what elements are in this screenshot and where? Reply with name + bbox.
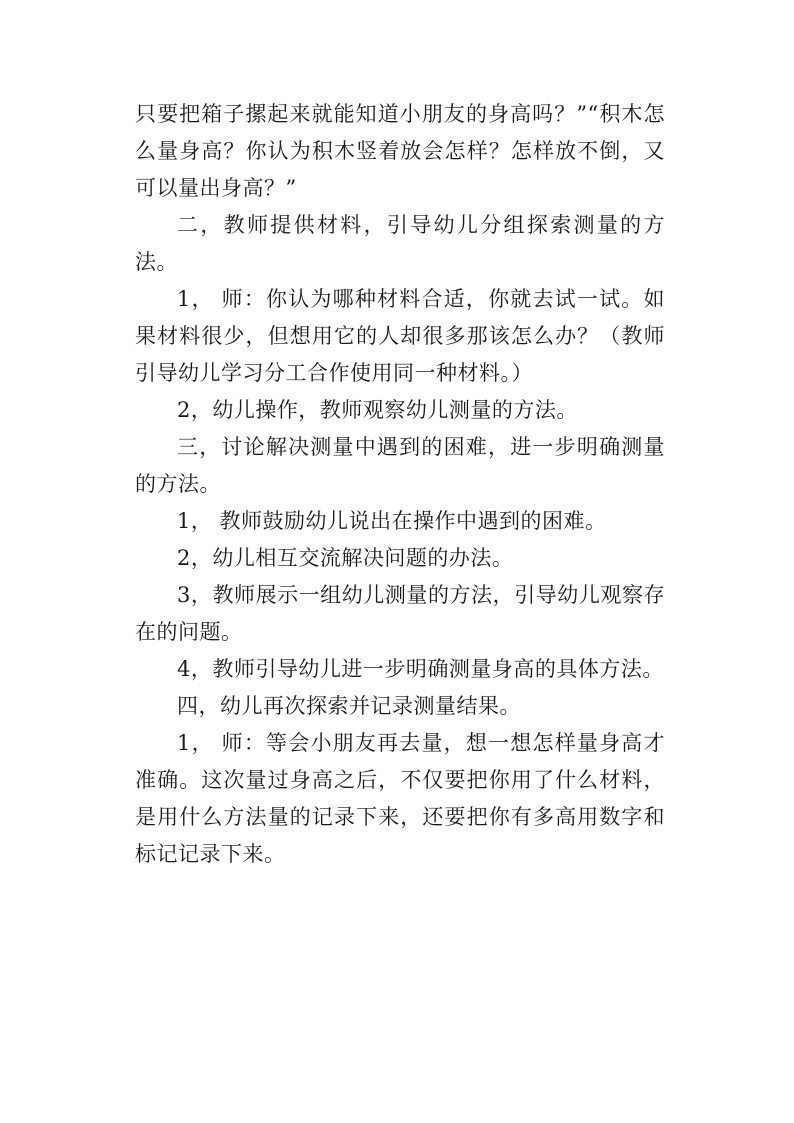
list-item-4-1: 1， 师：等会小朋友再去量，想一想怎样量身高才准确。这次量过身高之后，不仅要把你用了什么材料，是用什么方法量的记录下来，还要把你有多高用数字和标记记录下来。 bbox=[135, 731, 665, 866]
list-item-3-1: 1， 教师鼓励幼儿说出在操作中遇到的困难。 bbox=[177, 509, 607, 533]
list-item-3-4: 4，教师引导幼儿进一步明确测量身高的具体方法。 bbox=[177, 657, 664, 681]
section-heading-2: 二，教师提供材料，引导幼儿分组探索测量的方法。 bbox=[135, 213, 665, 274]
list-item-3-3: 3，教师展示一组幼儿测量的方法，引导幼儿观察存在的问题。 bbox=[135, 583, 665, 644]
list-item-2-2: 2，幼儿操作，教师观察幼儿测量的方法。 bbox=[177, 398, 578, 422]
section-heading-4: 四，幼儿再次探索并记录测量结果。 bbox=[177, 694, 521, 718]
section-heading-3: 三，讨论解决测量中遇到的困难，进一步明确测量的方法。 bbox=[135, 435, 665, 496]
document-body bbox=[135, 96, 665, 873]
paragraph-continuation: 只要把箱子摞起来就能知道小朋友的身高吗？”“积木怎么量身高？你认为积木竖着放会怎样？怎样放不倒，又可以量出身高？” bbox=[135, 102, 665, 200]
list-item-3-2: 2，幼儿相互交流解决问题的办法。 bbox=[177, 546, 514, 570]
list-item-2-1: 1， 师：你认为哪种材料合适，你就去试一试。如果材料很少，但想用它的人却很多那该怎么办？（教师引导幼儿学习分工合作使用同一种材料。） bbox=[135, 287, 665, 385]
